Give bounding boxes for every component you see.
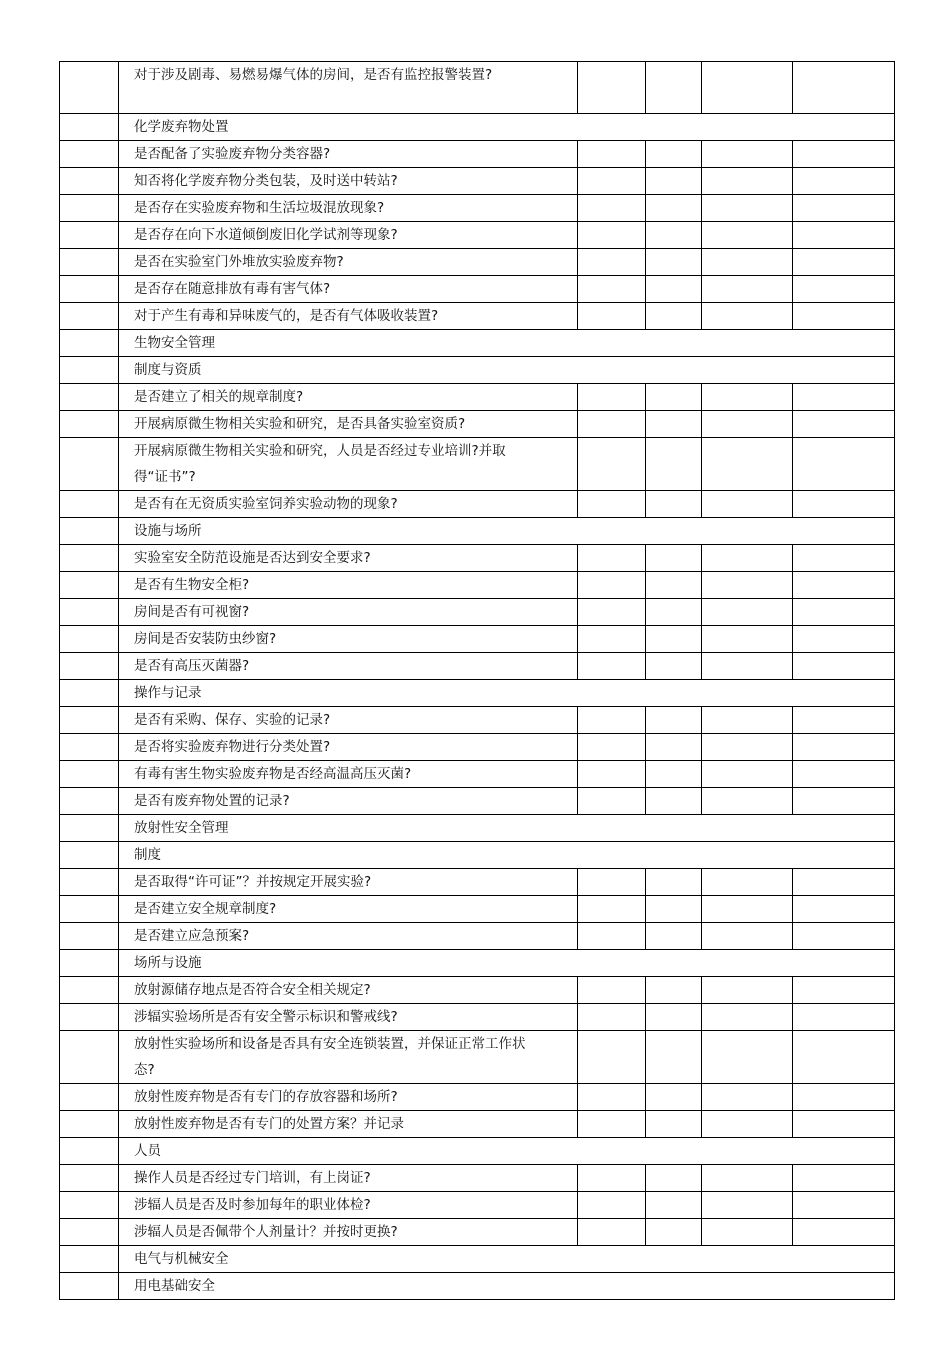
result-cell-2[interactable] xyxy=(646,491,702,518)
result-cell-2[interactable] xyxy=(646,1165,702,1192)
index-cell xyxy=(60,1165,119,1192)
section-row xyxy=(60,842,895,869)
result-cell-3[interactable] xyxy=(702,411,793,438)
checklist-item-row xyxy=(60,1165,895,1192)
result-cell-2[interactable] xyxy=(646,896,702,923)
result-cell[interactable] xyxy=(578,62,646,114)
result-cell-2[interactable] xyxy=(646,923,702,950)
check-item-text: 是否有废弃物处置的记录? xyxy=(119,788,578,815)
result-cell-3[interactable] xyxy=(702,707,793,734)
check-item-text: 是否存在随意排放有毒有害气体? xyxy=(119,276,578,303)
index-cell xyxy=(60,114,119,141)
index-cell xyxy=(60,572,119,599)
result-cell[interactable] xyxy=(578,1084,646,1111)
result-cell-3[interactable] xyxy=(702,734,793,761)
checklist-item-row xyxy=(60,411,895,438)
index-cell xyxy=(60,896,119,923)
check-item-text: 放射性废弃物是否有专门的处置方案？并记录 xyxy=(119,1111,578,1138)
result-cell[interactable] xyxy=(578,923,646,950)
result-cell-3[interactable] xyxy=(702,276,793,303)
result-cell[interactable] xyxy=(578,1192,646,1219)
check-item-text: 放射性废弃物是否有专门的存放容器和场所? xyxy=(119,1084,578,1111)
result-cell-2[interactable] xyxy=(646,276,702,303)
result-cell-2[interactable] xyxy=(646,438,702,491)
check-item-text: 是否有在无资质实验室饲养实验动物的现象? xyxy=(119,491,578,518)
checklist-item-row xyxy=(60,249,895,276)
remarks-cell[interactable] xyxy=(793,788,895,815)
check-item-text: 开展病原微生物相关实验和研究，是否具备实验室资质? xyxy=(119,411,578,438)
result-cell-2[interactable] xyxy=(646,572,702,599)
index-cell xyxy=(60,599,119,626)
checklist-item-row xyxy=(60,1192,895,1219)
index-cell xyxy=(60,545,119,572)
result-cell-2[interactable] xyxy=(646,384,702,411)
index-cell xyxy=(60,249,119,276)
result-cell[interactable] xyxy=(578,761,646,788)
index-cell xyxy=(60,411,119,438)
result-cell-2[interactable] xyxy=(646,761,702,788)
section-row xyxy=(60,950,895,977)
remarks-cell[interactable] xyxy=(793,734,895,761)
result-cell[interactable] xyxy=(578,1219,646,1246)
index-cell xyxy=(60,923,119,950)
remarks-cell[interactable] xyxy=(793,303,895,330)
result-cell-2[interactable] xyxy=(646,1031,702,1084)
check-item-text: 有毒有害生物实验废弃物是否经高温高压灭菌? xyxy=(119,761,578,788)
section-title: 制度与资质 xyxy=(119,357,895,384)
result-cell-2[interactable] xyxy=(646,1192,702,1219)
result-cell-2[interactable] xyxy=(646,977,702,1004)
remarks-cell[interactable] xyxy=(793,249,895,276)
result-cell[interactable] xyxy=(578,788,646,815)
remarks-cell[interactable] xyxy=(793,545,895,572)
result-cell-3[interactable] xyxy=(702,761,793,788)
remarks-cell[interactable] xyxy=(793,1192,895,1219)
checklist-item-row xyxy=(60,572,895,599)
index-cell xyxy=(60,842,119,869)
result-cell-3[interactable] xyxy=(702,896,793,923)
check-item-text: 是否建立应急预案? xyxy=(119,923,578,950)
result-cell-3[interactable] xyxy=(702,572,793,599)
index-cell xyxy=(60,1192,119,1219)
check-item-text: 实验室安全防范设施是否达到安全要求? xyxy=(119,545,578,572)
checklist-item-row xyxy=(60,222,895,249)
checklist-item-row xyxy=(60,491,895,518)
remarks-cell[interactable] xyxy=(793,62,895,114)
check-item-text: 对于涉及剧毒、易燃易爆气体的房间，是否有监控报警装置? xyxy=(119,62,578,114)
remarks-cell[interactable] xyxy=(793,707,895,734)
index-cell xyxy=(60,518,119,545)
result-cell-3[interactable] xyxy=(702,653,793,680)
result-cell[interactable] xyxy=(578,599,646,626)
result-cell-3[interactable] xyxy=(702,545,793,572)
result-cell-3[interactable] xyxy=(702,869,793,896)
check-item-text: 是否建立了相关的规章制度? xyxy=(119,384,578,411)
checklist-item-row xyxy=(60,599,895,626)
index-cell xyxy=(60,384,119,411)
result-cell[interactable] xyxy=(578,249,646,276)
result-cell[interactable] xyxy=(578,1165,646,1192)
section-row xyxy=(60,1246,895,1273)
remarks-cell[interactable] xyxy=(793,626,895,653)
result-cell-2[interactable] xyxy=(646,141,702,168)
check-item-text: 是否有生物安全柜? xyxy=(119,572,578,599)
check-item-text: 知否将化学废弃物分类包装，及时送中转站? xyxy=(119,168,578,195)
result-cell-3[interactable] xyxy=(702,1192,793,1219)
result-cell[interactable] xyxy=(578,653,646,680)
index-cell xyxy=(60,141,119,168)
result-cell[interactable] xyxy=(578,1004,646,1031)
result-cell-3[interactable] xyxy=(702,62,793,114)
index-cell xyxy=(60,950,119,977)
checklist-item-row xyxy=(60,788,895,815)
result-cell-3[interactable] xyxy=(702,626,793,653)
index-cell xyxy=(60,1246,119,1273)
check-item-text: 放射源储存地点是否符合安全相关规定? xyxy=(119,977,578,1004)
result-cell-2[interactable] xyxy=(646,869,702,896)
check-item-text: 是否取得“许可证”？并按规定开展实验? xyxy=(119,869,578,896)
index-cell xyxy=(60,1219,119,1246)
checklist-item-row xyxy=(60,303,895,330)
result-cell-2[interactable] xyxy=(646,168,702,195)
result-cell-3[interactable] xyxy=(702,977,793,1004)
index-cell xyxy=(60,626,119,653)
remarks-cell[interactable] xyxy=(793,411,895,438)
check-item-text: 是否存在实验废弃物和生活垃圾混放现象? xyxy=(119,195,578,222)
section-title: 电气与机械安全 xyxy=(119,1246,895,1273)
check-item-text: 对于产生有毒和异味废气的，是否有气体吸收装置? xyxy=(119,303,578,330)
result-cell[interactable] xyxy=(578,491,646,518)
index-cell xyxy=(60,303,119,330)
checklist-item-row xyxy=(60,1084,895,1111)
index-cell xyxy=(60,869,119,896)
remarks-cell[interactable] xyxy=(793,1084,895,1111)
result-cell-2[interactable] xyxy=(646,707,702,734)
result-cell-2[interactable] xyxy=(646,303,702,330)
checklist-item-row xyxy=(60,977,895,1004)
result-cell-2[interactable] xyxy=(646,411,702,438)
index-cell xyxy=(60,653,119,680)
index-cell xyxy=(60,1031,119,1084)
checklist-item-row xyxy=(60,195,895,222)
section-row xyxy=(60,114,895,141)
remarks-cell[interactable] xyxy=(793,491,895,518)
check-item-text: 是否有高压灭菌器? xyxy=(119,653,578,680)
result-cell-3[interactable] xyxy=(702,923,793,950)
result-cell[interactable] xyxy=(578,195,646,222)
check-item-text: 涉辐人员是否佩带个人剂量计？并按时更换? xyxy=(119,1219,578,1246)
checklist-item-row xyxy=(60,276,895,303)
remarks-cell[interactable] xyxy=(793,1219,895,1246)
remarks-cell[interactable] xyxy=(793,923,895,950)
result-cell-3[interactable] xyxy=(702,222,793,249)
checklist-item-row xyxy=(60,1219,895,1246)
result-cell[interactable] xyxy=(578,572,646,599)
result-cell[interactable] xyxy=(578,869,646,896)
index-cell xyxy=(60,1273,119,1300)
section-title: 放射性安全管理 xyxy=(119,815,895,842)
remarks-cell[interactable] xyxy=(793,195,895,222)
index-cell xyxy=(60,815,119,842)
safety-checklist-table xyxy=(59,61,895,1300)
index-cell xyxy=(60,491,119,518)
check-item-text: 是否有采购、保存、实验的记录? xyxy=(119,707,578,734)
result-cell[interactable] xyxy=(578,734,646,761)
result-cell-2[interactable] xyxy=(646,249,702,276)
checklist-item-row xyxy=(60,168,895,195)
index-cell xyxy=(60,1138,119,1165)
remarks-cell[interactable] xyxy=(793,572,895,599)
checklist-item-row xyxy=(60,923,895,950)
index-cell xyxy=(60,734,119,761)
index-cell xyxy=(60,276,119,303)
index-cell xyxy=(60,1111,119,1138)
checklist-item-row xyxy=(60,545,895,572)
checklist-item-row xyxy=(60,62,895,114)
result-cell[interactable] xyxy=(578,896,646,923)
result-cell[interactable] xyxy=(578,1031,646,1084)
checklist-item-row xyxy=(60,438,895,491)
result-cell-3[interactable] xyxy=(702,303,793,330)
check-item-text: 是否在实验室门外堆放实验废弃物? xyxy=(119,249,578,276)
remarks-cell[interactable] xyxy=(793,1004,895,1031)
index-cell xyxy=(60,357,119,384)
result-cell[interactable] xyxy=(578,1111,646,1138)
checklist-item-row xyxy=(60,761,895,788)
section-title: 化学废弃物处置 xyxy=(119,114,895,141)
section-row xyxy=(60,357,895,384)
result-cell[interactable] xyxy=(578,438,646,491)
result-cell-3[interactable] xyxy=(702,788,793,815)
checklist-item-row xyxy=(60,869,895,896)
check-item-text: 放射性实验场所和设备是否具有安全连锁装置，并保证正常工作状态? xyxy=(119,1031,578,1084)
remarks-cell[interactable] xyxy=(793,276,895,303)
result-cell[interactable] xyxy=(578,141,646,168)
section-title: 制度 xyxy=(119,842,895,869)
remarks-cell[interactable] xyxy=(793,869,895,896)
index-cell xyxy=(60,788,119,815)
checklist-item-row xyxy=(60,653,895,680)
result-cell-2[interactable] xyxy=(646,599,702,626)
index-cell xyxy=(60,168,119,195)
result-cell[interactable] xyxy=(578,411,646,438)
check-item-text: 涉辐实验场所是否有安全警示标识和警戒线? xyxy=(119,1004,578,1031)
result-cell[interactable] xyxy=(578,222,646,249)
section-title: 人员 xyxy=(119,1138,895,1165)
remarks-cell[interactable] xyxy=(793,1031,895,1084)
result-cell-3[interactable] xyxy=(702,249,793,276)
result-cell-2[interactable] xyxy=(646,788,702,815)
check-item-text: 是否建立安全规章制度? xyxy=(119,896,578,923)
check-item-text: 是否将实验废弃物进行分类处置? xyxy=(119,734,578,761)
result-cell-2[interactable] xyxy=(646,62,702,114)
index-cell xyxy=(60,1084,119,1111)
checklist-item-row xyxy=(60,896,895,923)
result-cell-3[interactable] xyxy=(702,168,793,195)
result-cell-2[interactable] xyxy=(646,626,702,653)
remarks-cell[interactable] xyxy=(793,438,895,491)
result-cell-2[interactable] xyxy=(646,545,702,572)
remarks-cell[interactable] xyxy=(793,222,895,249)
result-cell[interactable] xyxy=(578,545,646,572)
result-cell-2[interactable] xyxy=(646,1004,702,1031)
section-title: 生物安全管理 xyxy=(119,330,895,357)
result-cell[interactable] xyxy=(578,626,646,653)
check-item-text: 是否存在向下水道倾倒废旧化学试剂等现象? xyxy=(119,222,578,249)
remarks-cell[interactable] xyxy=(793,168,895,195)
section-row xyxy=(60,1138,895,1165)
result-cell[interactable] xyxy=(578,276,646,303)
check-item-text: 操作人员是否经过专门培训，有上岗证? xyxy=(119,1165,578,1192)
index-cell xyxy=(60,222,119,249)
checklist-item-row xyxy=(60,141,895,168)
remarks-cell[interactable] xyxy=(793,384,895,411)
result-cell-2[interactable] xyxy=(646,734,702,761)
checklist-item-row xyxy=(60,384,895,411)
check-item-text: 房间是否安装防虫纱窗? xyxy=(119,626,578,653)
remarks-cell[interactable] xyxy=(793,141,895,168)
result-cell-2[interactable] xyxy=(646,653,702,680)
index-cell xyxy=(60,1004,119,1031)
index-cell xyxy=(60,680,119,707)
result-cell-3[interactable] xyxy=(702,599,793,626)
section-title: 用电基础安全 xyxy=(119,1273,895,1300)
result-cell[interactable] xyxy=(578,303,646,330)
result-cell[interactable] xyxy=(578,168,646,195)
result-cell[interactable] xyxy=(578,977,646,1004)
remarks-cell[interactable] xyxy=(793,1165,895,1192)
checklist-item-row xyxy=(60,1004,895,1031)
remarks-cell[interactable] xyxy=(793,896,895,923)
result-cell-3[interactable] xyxy=(702,384,793,411)
index-cell xyxy=(60,195,119,222)
section-row xyxy=(60,815,895,842)
check-item-text: 开展病原微生物相关实验和研究，人员是否经过专业培训?并取得“证书”? xyxy=(119,438,578,491)
section-row xyxy=(60,680,895,707)
index-cell xyxy=(60,707,119,734)
index-cell xyxy=(60,438,119,491)
check-item-text: 房间是否有可视窗? xyxy=(119,599,578,626)
checklist-item-row xyxy=(60,734,895,761)
section-title: 操作与记录 xyxy=(119,680,895,707)
result-cell[interactable] xyxy=(578,707,646,734)
checklist-body xyxy=(60,62,895,1300)
section-row xyxy=(60,518,895,545)
index-cell xyxy=(60,330,119,357)
result-cell-2[interactable] xyxy=(646,1219,702,1246)
remarks-cell[interactable] xyxy=(793,599,895,626)
remarks-cell[interactable] xyxy=(793,653,895,680)
result-cell-2[interactable] xyxy=(646,1084,702,1111)
check-item-text: 涉辐人员是否及时参加每年的职业体检? xyxy=(119,1192,578,1219)
result-cell-3[interactable] xyxy=(702,195,793,222)
section-title: 设施与场所 xyxy=(119,518,895,545)
section-row xyxy=(60,330,895,357)
result-cell-3[interactable] xyxy=(702,1031,793,1084)
remarks-cell[interactable] xyxy=(793,977,895,1004)
result-cell-3[interactable] xyxy=(702,1219,793,1246)
index-cell xyxy=(60,62,119,114)
checklist-item-row xyxy=(60,1031,895,1084)
result-cell-3[interactable] xyxy=(702,1004,793,1031)
result-cell-2[interactable] xyxy=(646,1111,702,1138)
result-cell-3[interactable] xyxy=(702,491,793,518)
result-cell-2[interactable] xyxy=(646,195,702,222)
result-cell-3[interactable] xyxy=(702,438,793,491)
check-item-text: 是否配备了实验废弃物分类容器? xyxy=(119,141,578,168)
index-cell xyxy=(60,761,119,788)
result-cell-3[interactable] xyxy=(702,141,793,168)
section-title: 场所与设施 xyxy=(119,950,895,977)
result-cell-2[interactable] xyxy=(646,222,702,249)
checklist-item-row xyxy=(60,707,895,734)
checklist-item-row xyxy=(60,1111,895,1138)
section-row xyxy=(60,1273,895,1300)
result-cell-3[interactable] xyxy=(702,1111,793,1138)
remarks-cell[interactable] xyxy=(793,1111,895,1138)
result-cell-3[interactable] xyxy=(702,1165,793,1192)
checklist-item-row xyxy=(60,626,895,653)
result-cell-3[interactable] xyxy=(702,1084,793,1111)
index-cell xyxy=(60,977,119,1004)
result-cell[interactable] xyxy=(578,384,646,411)
remarks-cell[interactable] xyxy=(793,761,895,788)
